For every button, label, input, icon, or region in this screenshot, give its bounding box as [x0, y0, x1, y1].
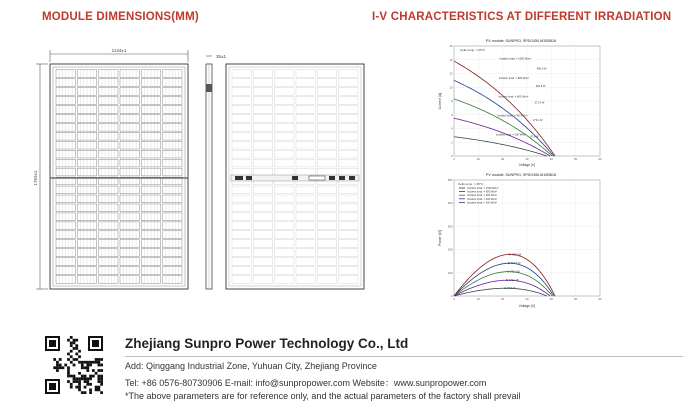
y-tick-label: 200	[447, 247, 453, 252]
back-cell	[232, 213, 251, 221]
pv-annotation: Cells temp. = 25°C	[458, 182, 484, 186]
back-cell	[317, 150, 336, 158]
back-cell	[275, 213, 294, 221]
height-dimension	[33, 64, 48, 289]
back-cell	[296, 132, 315, 140]
y-tick-label: 16	[449, 44, 453, 48]
back-cell	[232, 276, 251, 284]
back-cell	[317, 267, 336, 275]
series-value-label: 450.0 W	[536, 67, 547, 71]
legend-label: Incident Irrad. = 200 W/m²	[467, 201, 498, 205]
max-power-point	[506, 279, 508, 281]
series-value-label: 87.6 W	[530, 135, 539, 139]
x-tick-label: 0	[453, 157, 455, 161]
series-value-label: 450.0 W	[511, 253, 522, 257]
back-cell	[253, 79, 272, 87]
iv-chart	[436, 36, 606, 168]
x-tick-label: 30	[525, 157, 529, 161]
iv-chart-title: PV module: SUNPRO, SPDG450-M10BB18	[485, 39, 557, 43]
back-cell	[275, 204, 294, 212]
max-power-point	[509, 253, 511, 255]
back-cell	[253, 249, 272, 257]
module-front-view	[50, 64, 188, 289]
x-tick-label: 0	[453, 297, 455, 301]
back-cell	[317, 114, 336, 122]
back-cell	[317, 186, 336, 194]
x-tick-label: 20	[501, 297, 505, 301]
back-cell	[232, 79, 251, 87]
x-tick-label: 30	[525, 297, 529, 301]
back-cell	[296, 240, 315, 248]
company-contact: Tel: +86 0576-80730906 E-mail: info@sunpropower.com Website：www.sunpropower.com	[125, 378, 487, 388]
back-cell	[317, 79, 336, 87]
back-cell	[232, 195, 251, 203]
back-cell	[296, 88, 315, 96]
back-cell	[275, 168, 294, 176]
back-cell	[339, 240, 358, 248]
series-label: Incident Irrad. = 1000 W/m²	[499, 57, 531, 61]
back-cell	[296, 168, 315, 176]
back-cell	[339, 267, 358, 275]
legend-label: Incident Irrad. = 1000 W/m²	[467, 187, 499, 190]
back-cell	[253, 204, 272, 212]
back-cell	[317, 240, 336, 248]
y-tick-label: 100	[447, 270, 453, 275]
pv-chart	[436, 170, 606, 310]
thickness-label: 35±1	[216, 54, 226, 59]
back-cell	[253, 186, 272, 194]
back-cell	[339, 141, 358, 149]
back-cell	[317, 195, 336, 203]
back-cell	[275, 88, 294, 96]
back-cell	[232, 123, 251, 131]
series-value-label: 179.1 W	[532, 118, 543, 122]
back-cell	[296, 222, 315, 230]
y-tick-label: 6	[450, 112, 453, 117]
series-label: Incident Irrad. = 200 W/m²	[495, 133, 526, 137]
back-cell	[317, 222, 336, 230]
height-label: 1762±1	[33, 170, 38, 186]
back-cell	[275, 96, 294, 104]
y-tick-label: 0	[450, 294, 453, 298]
back-cell	[232, 204, 251, 212]
back-cell	[253, 70, 272, 78]
back-cell	[317, 123, 336, 131]
back-cell	[296, 195, 315, 203]
back-cell	[253, 276, 272, 284]
series-value-label: 87.6 W	[507, 287, 516, 291]
back-cell	[253, 114, 272, 122]
series-label: Incident Irrad. = 800 W/m²	[498, 76, 529, 80]
y-tick-label: 10	[449, 85, 453, 90]
legend-label: Incident Irrad. = 800 W/m²	[467, 190, 498, 194]
back-cell	[253, 195, 272, 203]
back-cell	[253, 159, 272, 167]
width-dimension	[50, 48, 188, 62]
back-cell	[317, 70, 336, 78]
back-cell	[317, 168, 336, 176]
back-cell	[275, 79, 294, 87]
back-cell	[317, 141, 336, 149]
back-cell	[232, 186, 251, 194]
back-cell	[339, 123, 358, 131]
back-cell	[275, 123, 294, 131]
back-cell	[339, 204, 358, 212]
series-label: Incident Irrad. = 600 W/m²	[498, 95, 529, 99]
y-tick-label: 14	[449, 57, 453, 62]
back-cell	[339, 70, 358, 78]
qr-code[interactable]	[43, 334, 105, 396]
back-cell	[339, 168, 358, 176]
back-cell	[275, 267, 294, 275]
x-tick-label: 10	[476, 157, 480, 161]
module-dimension-drawing	[30, 44, 370, 294]
y-tick-label: 300	[447, 224, 453, 229]
back-cell	[296, 105, 315, 113]
back-cell	[253, 141, 272, 149]
back-cell	[339, 132, 358, 140]
y-tick-label: 500	[447, 178, 453, 182]
back-cell	[275, 240, 294, 248]
legend-label: Incident Irrad. = 400 W/m²	[467, 197, 498, 201]
back-cell	[317, 96, 336, 104]
back-cell	[253, 267, 272, 275]
back-cell	[296, 231, 315, 239]
back-cell	[232, 222, 251, 230]
back-cell	[253, 105, 272, 113]
back-cell	[339, 79, 358, 87]
back-cell	[296, 276, 315, 284]
back-cell	[253, 150, 272, 158]
back-cell	[296, 213, 315, 221]
back-cell	[232, 70, 251, 78]
x-tick-label: 60	[598, 297, 602, 301]
module-side-view	[206, 54, 226, 289]
series-value-label: 362.5 W	[535, 84, 546, 88]
iv-y-axis-label: Current [A]	[438, 92, 442, 110]
back-cell	[296, 70, 315, 78]
back-cell	[296, 150, 315, 158]
back-cell	[232, 88, 251, 96]
company-name: Zhejiang Sunpro Power Technology Co., Ltd	[125, 336, 409, 351]
back-cell	[275, 105, 294, 113]
back-cell	[275, 114, 294, 122]
back-cell	[232, 141, 251, 149]
back-cell	[296, 267, 315, 275]
legend-label: Incident Irrad. = 600 W/m²	[467, 194, 498, 198]
pv-chart-title: PV module: SUNPRO, SPDG450-M10BB18	[485, 173, 557, 177]
back-cell	[317, 204, 336, 212]
back-cell	[317, 258, 336, 266]
back-cell	[253, 222, 272, 230]
disclaimer-note: *The above parameters are for reference only, and the actual parameters of the factory shall prevail	[125, 391, 521, 401]
back-cell	[232, 267, 251, 275]
back-cell	[339, 150, 358, 158]
back-cell	[296, 186, 315, 194]
back-cell	[232, 96, 251, 104]
max-power-point	[508, 262, 510, 264]
back-cell	[296, 123, 315, 131]
y-tick-label: 2	[450, 140, 453, 145]
back-cell	[339, 96, 358, 104]
back-cell	[275, 150, 294, 158]
company-address: Add: Qinggang Industrial Zone, Yuhuan City, Zhejiang Province	[125, 361, 377, 371]
back-cell	[253, 258, 272, 266]
width-label: 1134±1	[111, 48, 127, 53]
y-tick-label: 400	[447, 201, 453, 206]
pv-y-axis-label: Power [W]	[438, 230, 442, 246]
company-footer	[43, 334, 683, 414]
back-cell	[232, 132, 251, 140]
back-cell	[253, 96, 272, 104]
back-cell	[339, 114, 358, 122]
back-cell	[275, 186, 294, 194]
back-cell	[317, 213, 336, 221]
back-cell	[253, 168, 272, 176]
y-tick-label: 12	[449, 71, 453, 76]
back-cell	[296, 159, 315, 167]
back-cell	[275, 222, 294, 230]
back-cell	[339, 213, 358, 221]
back-cell	[339, 159, 358, 167]
back-cell	[253, 231, 272, 239]
y-tick-label: 0	[450, 154, 453, 158]
y-tick-label: 8	[450, 99, 453, 103]
back-cell	[253, 240, 272, 248]
back-cell	[296, 249, 315, 257]
back-cell	[296, 96, 315, 104]
pv-x-axis-label: Voltage [V]	[518, 304, 536, 308]
back-cell	[232, 105, 251, 113]
x-tick-label: 40	[549, 157, 553, 161]
back-cell	[296, 258, 315, 266]
back-cell	[339, 276, 358, 284]
back-cell	[232, 240, 251, 248]
back-cell	[296, 114, 315, 122]
back-cell	[339, 88, 358, 96]
x-tick-label: 50	[574, 297, 578, 301]
max-power-point	[504, 287, 506, 289]
x-tick-label: 40	[549, 297, 553, 301]
back-cell	[232, 249, 251, 257]
back-cell	[275, 276, 294, 284]
back-cell	[317, 159, 336, 167]
series-value-label: 362.5 W	[510, 262, 521, 266]
back-cell	[296, 204, 315, 212]
max-power-point	[507, 271, 509, 273]
footer-divider	[125, 356, 683, 357]
back-cell	[339, 186, 358, 194]
back-cell	[253, 123, 272, 131]
back-cell	[232, 231, 251, 239]
back-cell	[296, 141, 315, 149]
back-cell	[275, 141, 294, 149]
back-cell	[317, 276, 336, 284]
x-tick-label: 20	[501, 157, 505, 161]
back-cell	[253, 88, 272, 96]
series-value-label: 271.4 W	[510, 270, 520, 274]
y-tick-label: 4	[450, 126, 453, 131]
back-cell	[339, 105, 358, 113]
back-cell	[275, 249, 294, 257]
back-cell	[339, 195, 358, 203]
back-cell	[317, 105, 336, 113]
series-value-label: 179.1 W	[508, 279, 519, 283]
back-cell	[253, 213, 272, 221]
back-cell	[339, 258, 358, 266]
iv-annotation: Cells temp. = 25°C	[460, 48, 486, 52]
back-cell	[317, 231, 336, 239]
iv-x-axis-label: Voltage [V]	[518, 163, 536, 167]
back-cell	[232, 114, 251, 122]
back-cell	[232, 159, 251, 167]
module-dimensions-title: MODULE DIMENSIONS(MM)	[42, 11, 199, 23]
iv-characteristics-title: I-V CHARACTERISTICS AT DIFFERENT IRRADIATION	[372, 11, 672, 23]
back-cell	[275, 195, 294, 203]
series-label: Incident Irrad. = 400 W/m²	[497, 114, 528, 118]
series-value-label: 271.4 W	[534, 101, 545, 105]
back-cell	[232, 258, 251, 266]
back-cell	[339, 249, 358, 257]
back-cell	[275, 159, 294, 167]
back-cell	[339, 231, 358, 239]
back-cell	[275, 70, 294, 78]
back-cell	[232, 168, 251, 176]
back-cell	[253, 132, 272, 140]
back-cell	[317, 132, 336, 140]
back-cell	[317, 249, 336, 257]
back-cell	[275, 132, 294, 140]
back-cell	[296, 79, 315, 87]
back-cell	[275, 231, 294, 239]
x-tick-label: 10	[476, 297, 480, 301]
back-cell	[232, 150, 251, 158]
module-back-view	[226, 64, 364, 289]
back-cell	[275, 258, 294, 266]
x-tick-label: 50	[574, 157, 578, 161]
back-cell	[317, 88, 336, 96]
back-cell	[339, 222, 358, 230]
x-tick-label: 60	[598, 157, 602, 161]
